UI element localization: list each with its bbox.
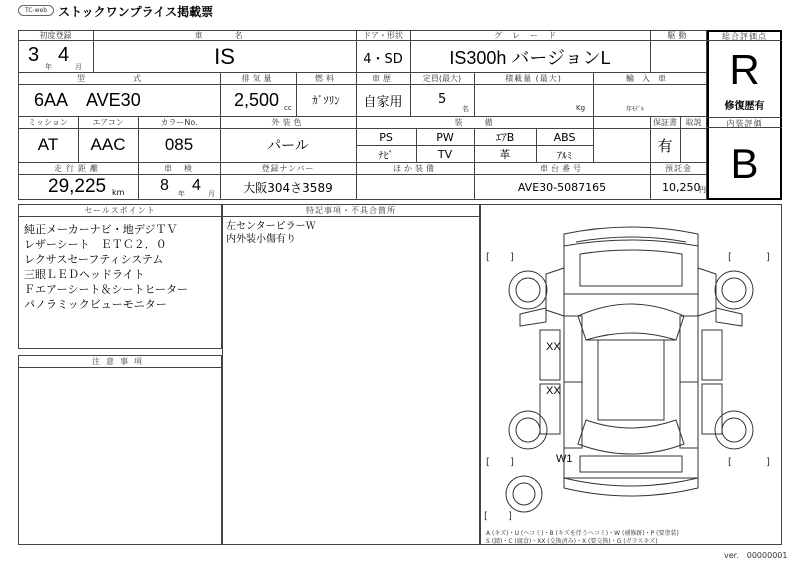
label-load: 積載量 (最大): [505, 74, 562, 83]
door-type: 4・SD: [363, 51, 403, 67]
chassis-number: AVE30-5087165: [517, 180, 607, 194]
aircon: AAC: [90, 135, 126, 154]
model-code-1: 6AA: [34, 90, 69, 110]
plate-number: 大阪304さ3589: [243, 180, 333, 195]
svg-text:]: ]: [766, 457, 770, 468]
page-title: ストックワンプライス掲載票: [58, 5, 214, 19]
equip-ps: PS: [379, 130, 393, 144]
equip-leather: 革: [499, 148, 511, 161]
damage-mark: W1: [556, 453, 573, 465]
reg-year-unit: 年: [45, 63, 52, 71]
overall-rating: R: [729, 46, 760, 93]
sales-point: 三眼ＬＥＤヘッドライト: [24, 268, 145, 281]
note-item: 内外装小傷有り: [226, 234, 296, 245]
svg-text:]: ]: [510, 457, 514, 468]
label-first-reg: 初度登録: [39, 31, 72, 40]
label-displacement: 排気量: [241, 74, 275, 83]
svg-text:[: [: [486, 457, 490, 468]
title-logo: TC-web: [18, 5, 54, 16]
label-aircon: エアコン: [92, 118, 124, 127]
equip-abs: ABS: [553, 130, 576, 144]
label-fuel: 燃料: [315, 74, 337, 83]
label-import: 輸入車: [626, 74, 674, 83]
label-mission: ミッション: [28, 118, 68, 127]
label-door-type: ドア・形状: [363, 31, 403, 40]
insp-month-unit: 月: [208, 190, 215, 198]
vehicle-make: IS: [214, 44, 235, 69]
model-year-unit: 年ﾓﾃﾞﾙ: [626, 106, 645, 113]
inspection-year: 8: [160, 177, 169, 194]
overall-rating-sub: 修復歴有: [724, 100, 765, 112]
label-other-equip: ほか装備: [393, 164, 437, 173]
damage-mark: XX: [546, 341, 561, 353]
label-caution: 注意事項: [92, 357, 148, 366]
equip-tv: TV: [437, 147, 453, 161]
label-overall: 総合評価点: [707, 31, 782, 41]
label-grade: グレード: [494, 31, 566, 40]
history: 自家用: [363, 94, 403, 110]
label-color-no: カラーNo.: [160, 118, 198, 127]
label-drive: 駆動: [667, 31, 690, 40]
displacement: 2,500: [234, 90, 280, 110]
caution-box: [18, 355, 222, 545]
sales-points-list: [24, 222, 188, 312]
legend-line-2: S (錆)・C (腐食)・XX (交換済み)・X (要交換)・G (ガラスキズ): [486, 538, 658, 545]
svg-text:]: ]: [766, 252, 770, 263]
insp-year-unit: 年: [178, 190, 185, 198]
label-exterior: 外装色: [271, 118, 305, 127]
notes-list: [226, 220, 316, 246]
reg-month: 4: [58, 44, 70, 66]
label-equipment: 装 備: [454, 118, 495, 127]
equip-navi: ﾅﾋﾞ: [378, 150, 394, 162]
model-code-2: AVE30: [86, 90, 141, 110]
yen-unit: 円: [699, 186, 706, 194]
deposit-price: 10,250: [662, 181, 701, 194]
label-make: 車 名: [194, 31, 255, 40]
sales-point: 純正メーカーナビ・地デジＴＶ: [24, 223, 178, 236]
exterior-color: パール: [267, 138, 309, 154]
cc-unit: cc: [284, 104, 292, 112]
grade: IS300h バージョンL: [449, 48, 611, 68]
label-sales-points: セールスポイント: [84, 206, 156, 215]
mission: AT: [37, 135, 59, 154]
equip-alloy: ｱﾙﾐ: [557, 150, 572, 162]
kg-unit: Kg: [576, 104, 586, 112]
svg-text:]: ]: [508, 511, 512, 522]
color-no: 085: [164, 135, 194, 154]
damage-mark: XX: [546, 385, 561, 397]
equip-airbag: ｴｱB: [495, 131, 515, 144]
note-item: 左センターピラーＷ: [226, 221, 316, 232]
label-model: 型 式: [77, 74, 161, 83]
svg-text:[: [: [486, 252, 490, 263]
label-inspection: 車 検: [164, 164, 194, 173]
label-chassis: 車台番号: [540, 164, 584, 173]
label-plate: 登録ナンバー: [261, 164, 315, 173]
label-notes: 特記事項・不具合箇所: [306, 206, 396, 215]
notes-box: [222, 204, 480, 545]
label-price: 預託金: [665, 164, 692, 173]
reg-year: 3: [28, 44, 40, 66]
km-unit: km: [112, 188, 125, 197]
inspection-month: 4: [192, 177, 201, 194]
capacity: 5: [438, 92, 447, 107]
svg-text:[: [: [484, 511, 488, 522]
label-warranty: 保証書: [653, 118, 677, 127]
svg-text:[: [: [728, 457, 732, 468]
sales-point: レクサスセーフティシステム: [24, 253, 164, 266]
legend-line-1: A (キズ)・U (ヘコミ)・B (キズを伴うヘコミ)・W (補修跡)・P (要塗装): [486, 530, 679, 537]
sales-point: パノラミックビューモニター: [24, 298, 167, 311]
svg-text:]: ]: [510, 252, 514, 263]
warranty-value: 有: [657, 136, 673, 155]
mileage: 29,225: [48, 176, 107, 197]
label-capacity: 定員(最大): [422, 74, 462, 83]
fuel: ｶﾞｿﾘﾝ: [312, 94, 340, 107]
version-text: ver. 00000001: [724, 551, 788, 560]
person-unit: 名: [462, 105, 469, 113]
sales-point: Ｆエアーシート＆シートヒーター: [24, 283, 189, 296]
equip-pw: PW: [436, 130, 454, 144]
reg-month-unit: 月: [75, 63, 82, 71]
car-diagram: [480, 204, 782, 524]
label-mileage: 走行距離: [54, 164, 102, 173]
interior-rating: B: [730, 140, 759, 187]
label-history: 車歴: [372, 74, 394, 83]
sales-point: レザーシート ＥＴＣ２．０: [24, 238, 167, 251]
label-interior: 内装評価: [707, 117, 782, 128]
svg-text:[: [: [728, 252, 732, 263]
label-manual: 取説: [685, 118, 702, 127]
